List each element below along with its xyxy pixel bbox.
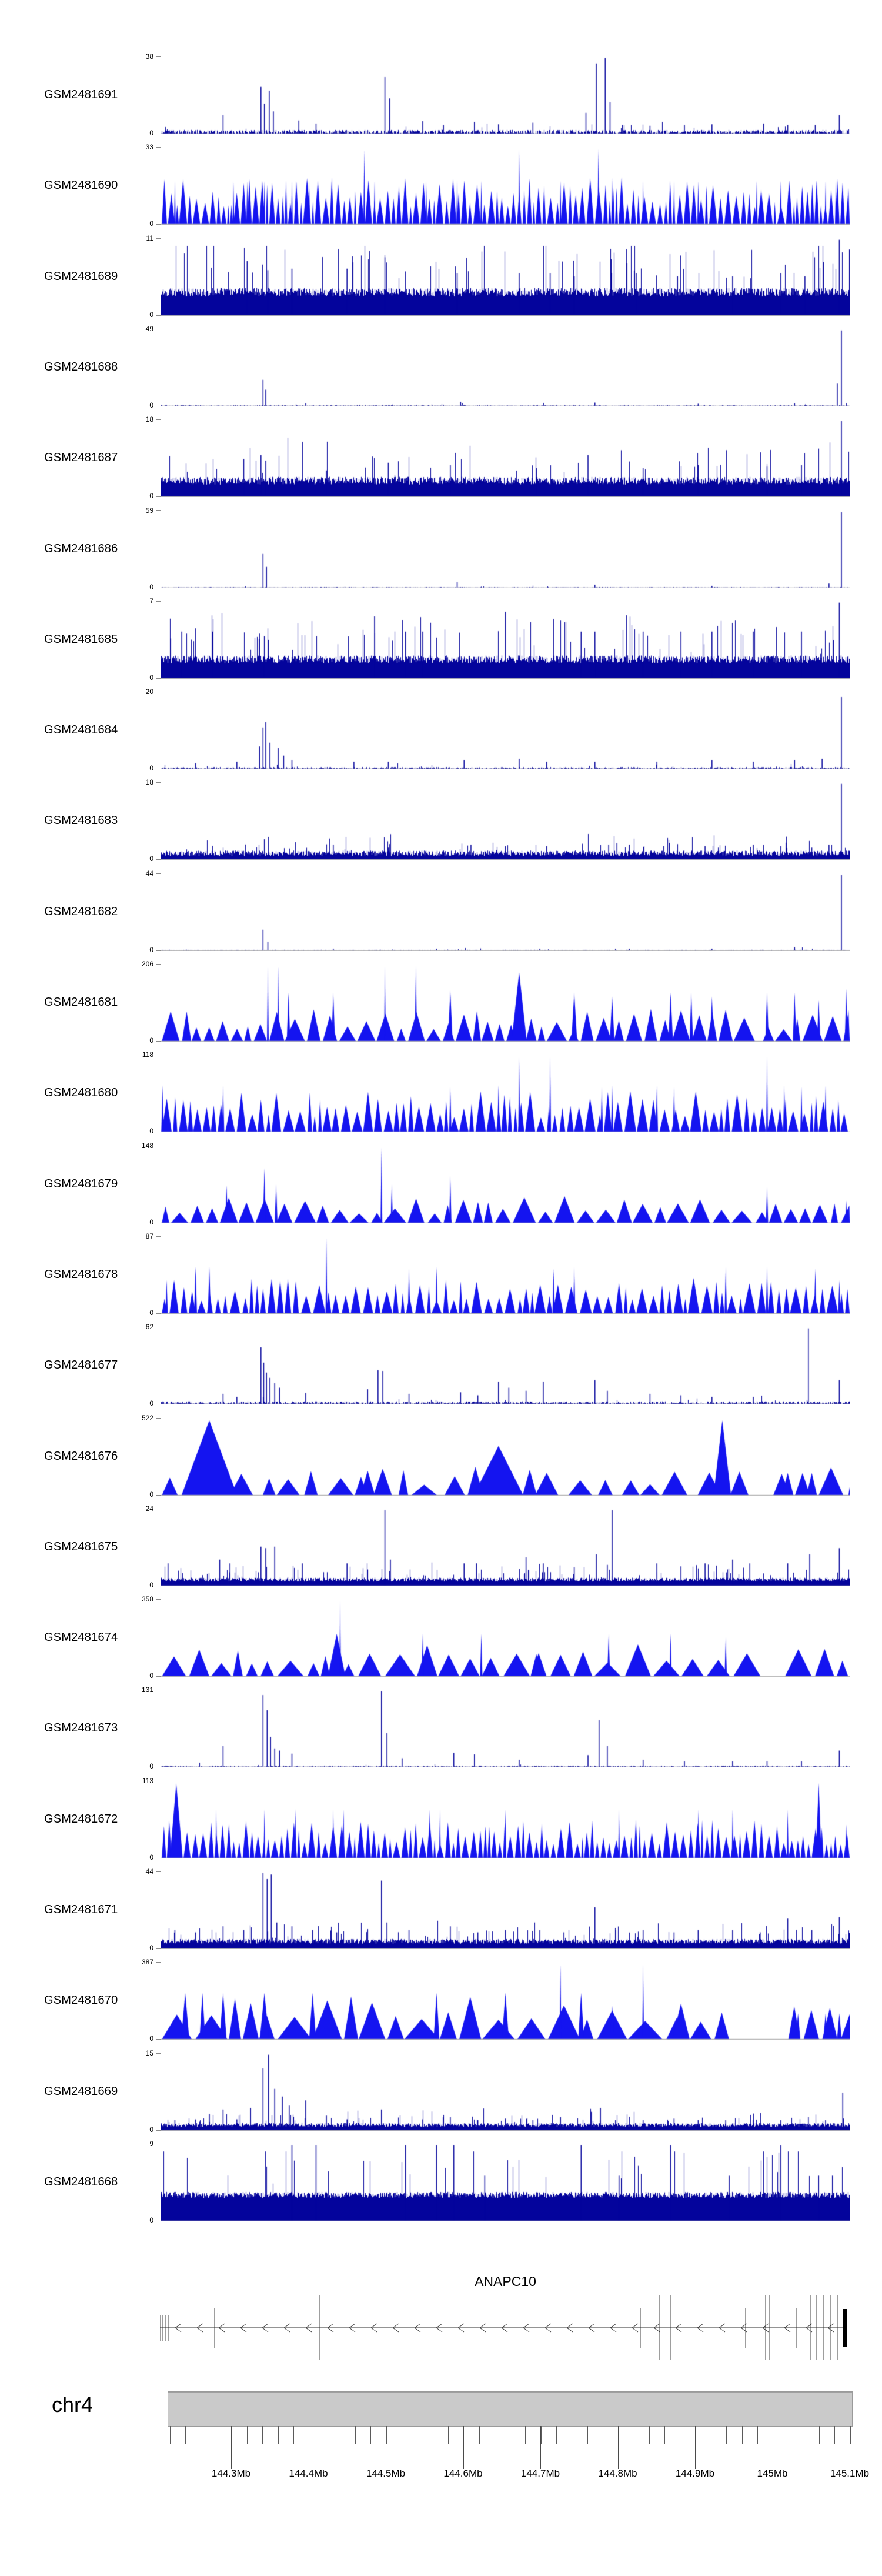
y-axis-zero-label: 0 <box>149 1762 153 1770</box>
y-axis-zero-label: 0 <box>149 2216 153 2224</box>
data-track-row <box>0 869 882 959</box>
y-axis-max-label: 44 <box>145 1867 153 1876</box>
data-track-row <box>0 52 882 142</box>
axis-minor-tick <box>278 2426 279 2444</box>
signal-plot <box>161 419 850 497</box>
signal-plot <box>161 601 850 679</box>
axis-minor-tick <box>757 2426 758 2444</box>
y-axis-max-label: 148 <box>141 1142 153 1150</box>
y-axis-top-tick <box>156 147 161 148</box>
axis-minor-tick <box>742 2426 743 2444</box>
axis-tick-label: 144.7Mb <box>520 2468 560 2479</box>
y-axis-zero-tick <box>156 1495 161 1496</box>
data-track-row <box>0 959 882 1050</box>
y-axis-zero-tick <box>156 1313 161 1314</box>
signal-plot <box>161 964 850 1042</box>
y-axis-zero-tick <box>156 2039 161 2040</box>
y-axis-max-label: 59 <box>145 506 153 515</box>
gene-title: ANAPC10 <box>475 2274 536 2289</box>
track-label: GSM2481678 <box>44 1268 118 1281</box>
y-axis-top-tick <box>156 419 161 420</box>
axis-major-tick <box>231 2426 232 2469</box>
axis-minor-tick <box>556 2426 557 2444</box>
data-track-row <box>0 1957 882 2048</box>
signal-plot <box>161 329 850 406</box>
y-axis-zero-label: 0 <box>149 219 153 228</box>
y-axis-zero-label: 0 <box>149 1671 153 1680</box>
y-axis-zero-tick <box>156 2130 161 2131</box>
data-track-row <box>0 415 882 505</box>
data-track-row <box>0 233 882 324</box>
axis-tick-label: 145Mb <box>757 2468 788 2479</box>
y-axis-top-tick <box>156 2053 161 2054</box>
axis-minor-tick <box>587 2426 588 2444</box>
track-label: GSM2481670 <box>44 1994 118 2007</box>
y-axis-top-tick <box>156 964 161 965</box>
track-label: GSM2481684 <box>44 723 118 736</box>
y-axis-zero-tick <box>156 315 161 316</box>
y-axis-top-tick <box>156 56 161 57</box>
signal-plot <box>161 1871 850 1949</box>
axis-tick-label: 144.9Mb <box>675 2468 715 2479</box>
axis-minor-tick <box>819 2426 820 2444</box>
track-label: GSM2481675 <box>44 1540 118 1553</box>
signal-plot <box>161 56 850 134</box>
y-axis-max-label: 24 <box>145 1504 153 1513</box>
track-label: GSM2481682 <box>44 905 118 918</box>
axis-minor-tick <box>664 2426 665 2444</box>
y-axis-max-label: 206 <box>141 960 153 968</box>
axis-minor-tick <box>170 2426 171 2444</box>
signal-plot <box>161 1327 850 1404</box>
axis-major-tick <box>540 2426 541 2469</box>
track-label: GSM2481673 <box>44 1721 118 1734</box>
signal-plot <box>161 1599 850 1677</box>
y-axis-top-tick <box>156 873 161 874</box>
y-axis-max-label: 118 <box>142 1050 153 1059</box>
y-axis-top-tick <box>156 1418 161 1419</box>
data-track-row <box>0 1594 882 1685</box>
y-axis-zero-label: 0 <box>149 1490 153 1499</box>
data-track-row <box>0 506 882 596</box>
track-label: GSM2481685 <box>44 633 118 646</box>
signal-plot <box>161 238 850 316</box>
axis-minor-tick <box>262 2426 263 2444</box>
y-axis-max-label: 7 <box>149 597 153 605</box>
track-label: GSM2481687 <box>44 451 118 464</box>
y-axis-top-tick <box>156 1599 161 1600</box>
y-axis-top-tick <box>156 782 161 783</box>
y-axis-max-label: 44 <box>145 869 153 877</box>
y-axis-max-label: 15 <box>145 2049 153 2057</box>
y-axis-zero-label: 0 <box>149 583 153 591</box>
data-track-row <box>0 1685 882 1776</box>
y-axis-zero-label: 0 <box>149 2034 153 2043</box>
y-axis-max-label: 358 <box>141 1595 153 1603</box>
y-axis-top-tick <box>156 1236 161 1237</box>
y-axis-zero-label: 0 <box>149 855 153 863</box>
y-axis-top-tick <box>156 1962 161 1963</box>
chromosome-label: chr4 <box>52 2393 93 2417</box>
data-track-row <box>0 596 882 687</box>
data-track-row <box>0 1504 882 1594</box>
axis-minor-tick <box>247 2426 248 2444</box>
track-label: GSM2481677 <box>44 1359 118 1372</box>
y-axis-zero-label: 0 <box>149 1399 153 1407</box>
track-label: GSM2481688 <box>44 361 118 373</box>
signal-plot <box>161 147 850 225</box>
axis-minor-tick <box>185 2426 186 2444</box>
data-track-row <box>0 2048 882 2139</box>
axis-minor-tick <box>293 2426 294 2444</box>
y-axis-max-label: 113 <box>142 1777 153 1785</box>
axis-tick-label: 144.3Mb <box>211 2468 251 2479</box>
data-track-row <box>0 324 882 415</box>
data-track-row <box>0 142 882 233</box>
y-axis-top-tick <box>156 238 161 239</box>
y-axis-zero-label: 0 <box>149 1309 153 1317</box>
y-axis-max-label: 20 <box>145 688 153 696</box>
data-track-row <box>0 1413 882 1504</box>
data-track-row <box>0 687 882 778</box>
y-axis-max-label: 387 <box>141 1958 153 1966</box>
signal-plot <box>161 1962 850 2040</box>
y-axis-max-label: 18 <box>145 415 153 423</box>
y-axis-zero-label: 0 <box>149 2125 153 2134</box>
y-axis-zero-label: 0 <box>149 1218 153 1226</box>
data-track-row <box>0 1776 882 1867</box>
track-label: GSM2481680 <box>44 1086 118 1099</box>
signal-plot <box>161 1418 850 1496</box>
y-axis-max-label: 87 <box>145 1232 153 1240</box>
signal-plot <box>161 1781 850 1858</box>
y-axis-zero-label: 0 <box>149 1127 153 1135</box>
track-label: GSM2481681 <box>44 996 118 1009</box>
data-track-row <box>0 1867 882 1957</box>
axis-minor-tick <box>479 2426 480 2444</box>
data-track-row <box>0 1050 882 1140</box>
y-axis-zero-tick <box>156 678 161 679</box>
signal-plot <box>161 2053 850 2131</box>
axis-major-tick <box>463 2426 464 2469</box>
y-axis-max-label: 9 <box>149 2140 153 2148</box>
axis-minor-tick <box>649 2426 650 2444</box>
track-label: GSM2481690 <box>44 179 118 192</box>
signal-plot <box>161 1690 850 1767</box>
y-axis-zero-label: 0 <box>149 1853 153 1861</box>
signal-plot <box>161 1055 850 1132</box>
y-axis-max-label: 18 <box>145 778 153 786</box>
signal-plot <box>161 2144 850 2221</box>
axis-tick-label: 144.8Mb <box>598 2468 637 2479</box>
axis-major-tick <box>618 2426 619 2469</box>
data-track-row <box>0 1322 882 1413</box>
y-axis-top-tick <box>156 601 161 602</box>
y-axis-zero-label: 0 <box>149 492 153 500</box>
track-label: GSM2481671 <box>44 1903 118 1916</box>
track-label: GSM2481672 <box>44 1813 118 1826</box>
track-label: GSM2481683 <box>44 814 118 827</box>
y-axis-zero-tick <box>156 1948 161 1949</box>
axis-minor-tick <box>370 2426 371 2444</box>
data-track-row <box>0 1232 882 1322</box>
y-axis-zero-label: 0 <box>149 764 153 772</box>
axis-tick-label: 145.1Mb <box>830 2468 870 2479</box>
gene-exon-block <box>843 2309 847 2347</box>
track-label: GSM2481674 <box>44 1631 118 1644</box>
y-axis-max-label: 11 <box>146 234 153 242</box>
y-axis-top-tick <box>156 1871 161 1872</box>
track-label: GSM2481689 <box>44 270 118 283</box>
data-track-row <box>0 778 882 868</box>
y-axis-zero-label: 0 <box>149 673 153 682</box>
signal-plot <box>161 873 850 951</box>
signal-plot <box>161 1509 850 1586</box>
axis-minor-tick <box>448 2426 449 2444</box>
axis-minor-tick <box>834 2426 835 2444</box>
y-axis-zero-label: 0 <box>149 311 153 319</box>
y-axis-zero-label: 0 <box>149 129 153 137</box>
signal-plot <box>161 510 850 588</box>
y-axis-zero-tick <box>156 1041 161 1042</box>
y-axis-max-label: 49 <box>145 325 153 333</box>
track-label: GSM2481686 <box>44 542 118 555</box>
y-axis-top-tick <box>156 510 161 511</box>
track-label: GSM2481691 <box>44 88 118 101</box>
data-track-row <box>0 2139 882 2230</box>
axis-minor-tick <box>355 2426 356 2444</box>
y-axis-zero-label: 0 <box>149 1036 153 1045</box>
y-axis-zero-tick <box>156 224 161 225</box>
y-axis-zero-label: 0 <box>149 1581 153 1589</box>
y-axis-max-label: 38 <box>145 52 153 61</box>
axis-major-tick <box>695 2426 696 2469</box>
axis-minor-tick <box>726 2426 727 2444</box>
signal-plot <box>161 1146 850 1223</box>
y-axis-max-label: 62 <box>145 1323 153 1331</box>
y-axis-max-label: 522 <box>141 1414 153 1422</box>
signal-plot <box>161 782 850 860</box>
y-axis-max-label: 33 <box>145 143 153 151</box>
track-label: GSM2481668 <box>44 2175 118 2188</box>
track-label: GSM2481679 <box>44 1177 118 1190</box>
axis-tick-label: 144.6Mb <box>443 2468 483 2479</box>
signal-plot <box>161 1236 850 1314</box>
axis-tick-label: 144.4Mb <box>289 2468 328 2479</box>
y-axis-zero-tick <box>156 859 161 860</box>
y-axis-zero-tick <box>156 950 161 951</box>
axis-minor-tick <box>525 2426 526 2444</box>
gene-model-track <box>0 2294 882 2367</box>
y-axis-zero-tick <box>156 496 161 497</box>
track-label: GSM2481669 <box>44 2085 118 2098</box>
chromosome-ideogram <box>168 2391 853 2427</box>
y-axis-zero-label: 0 <box>149 401 153 409</box>
data-track-row <box>0 1141 882 1232</box>
y-axis-zero-tick <box>156 1676 161 1677</box>
y-axis-max-label: 131 <box>141 1686 153 1694</box>
axis-tick-label: 144.5Mb <box>366 2468 406 2479</box>
track-label: GSM2481676 <box>44 1450 118 1463</box>
y-axis-zero-label: 0 <box>149 946 153 954</box>
y-axis-zero-label: 0 <box>149 1944 153 1952</box>
signal-plot <box>161 692 850 769</box>
